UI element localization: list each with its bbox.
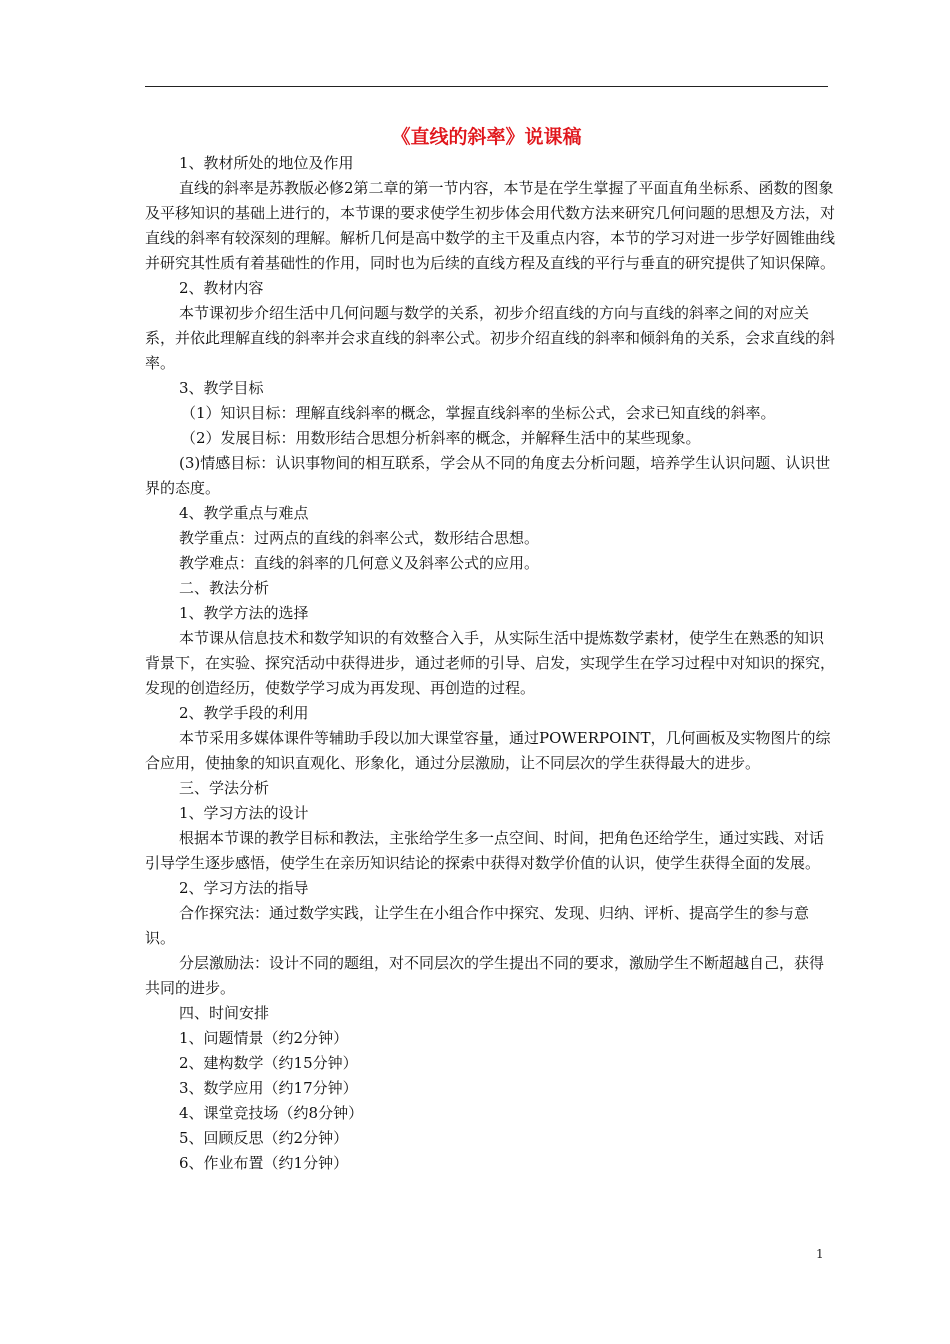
header-rule xyxy=(145,86,828,87)
section-heading: 四、时间安排 xyxy=(179,1004,270,1022)
section-heading: 6、作业布置（约1分钟） xyxy=(179,1154,349,1172)
section-heading: 2、教学手段的利用 xyxy=(179,704,309,722)
section-heading: 1、教学方法的选择 xyxy=(179,604,309,622)
section-heading: 1、学习方法的设计 xyxy=(179,804,309,822)
section-heading: 4、教学重点与难点 xyxy=(179,504,309,522)
body-paragraph: 本节采用多媒体课件等辅助手段以加大课堂容量，通过POWERPOINT，几何画板及实物图片的综合应用，使抽象的知识直观化、形象化，通过分层激励，让不同层次的学生获得最大的进步。 xyxy=(145,729,831,772)
body-paragraph: （2）发展目标：用数形结合思想分析斜率的概念，并解释生活中的某些现象。 xyxy=(181,429,701,447)
section-heading: 1、问题情景（约2分钟） xyxy=(179,1029,349,1047)
body-paragraph: (3)情感目标：认识事物间的相互联系，学会从不同的角度去分析问题，培养学生认识问题、认识世界的态度。 xyxy=(145,454,831,497)
section-heading: 2、学习方法的指导 xyxy=(179,879,309,897)
body-paragraph: 合作探究法：通过数学实践，让学生在小组合作中探究、发现、归纳、评析、提高学生的参与意识。 xyxy=(145,904,810,947)
body-paragraph: 直线的斜率是苏教版必修2第二章的第一节内容，本节是在学生掌握了平面直角坐标系、函数的图象及平移知识的基础上进行的，本节课的要求使学生初步体会用代数方法来研究几何问题的思想及方法，对直线的斜率有较深刻的理解。解析几何是高中数学的主干及重点内容，本节的学习对进一步学好圆锥曲线并研究其性质有着基础性的作用，同时也为后续的直线方程及直线的平行与垂直的研究提供了知识保障。 xyxy=(145,179,836,272)
section-heading: 2、建构数学（约15分钟） xyxy=(179,1054,358,1072)
section-heading: 5、回顾反思（约2分钟） xyxy=(179,1129,349,1147)
body-paragraph: （1）知识目标：理解直线斜率的概念，掌握直线斜率的坐标公式，会求已知直线的斜率。 xyxy=(181,404,776,422)
section-heading: 3、教学目标 xyxy=(179,379,264,397)
section-heading: 三、学法分析 xyxy=(179,779,270,797)
document-title: 《直线的斜率》说课稿 xyxy=(391,126,582,148)
section-heading: 4、课堂竞技场（约8分钟） xyxy=(179,1104,364,1122)
document-body xyxy=(145,151,835,1176)
body-paragraph: 本节课初步介绍生活中几何问题与数学的关系，初步介绍直线的方向与直线的斜率之间的对应关系，并依此理解直线的斜率并会求直线的斜率公式。初步介绍直线的斜率和倾斜角的关系，会求直线的斜率。 xyxy=(145,304,836,372)
section-heading: 教学重点：过两点的直线的斜率公式，数形结合思想。 xyxy=(179,529,540,547)
page-number: 1 xyxy=(816,1247,824,1261)
section-heading: 二、教法分析 xyxy=(179,579,270,597)
section-heading: 3、数学应用（约17分钟） xyxy=(179,1079,358,1097)
section-heading: 2、教材内容 xyxy=(179,279,264,297)
section-heading: 教学难点：直线的斜率的几何意义及斜率公式的应用。 xyxy=(179,554,540,572)
body-paragraph: 分层激励法：设计不同的题组，对不同层次的学生提出不同的要求，激励学生不断超越自己，获得共同的进步。 xyxy=(145,954,825,997)
body-paragraph: 根据本节课的教学目标和教法，主张给学生多一点空间、时间，把角色还给学生，通过实践、对话引导学生逐步感悟，使学生在亲历知识结论的探索中获得对数学价值的认识，使学生获得全面的发展。 xyxy=(145,829,825,872)
body-paragraph: 本节课从信息技术和数学知识的有效整合入手，从实际生活中提炼数学素材，使学生在熟悉的知识背景下，在实验、探究活动中获得进步，通过老师的引导、启发，实现学生在学习过程中对知识的探究，发现的创造经历，使数学学习成为再发现、再创造的过程。 xyxy=(145,629,836,697)
section-heading: 1、教材所处的地位及作用 xyxy=(179,154,354,172)
